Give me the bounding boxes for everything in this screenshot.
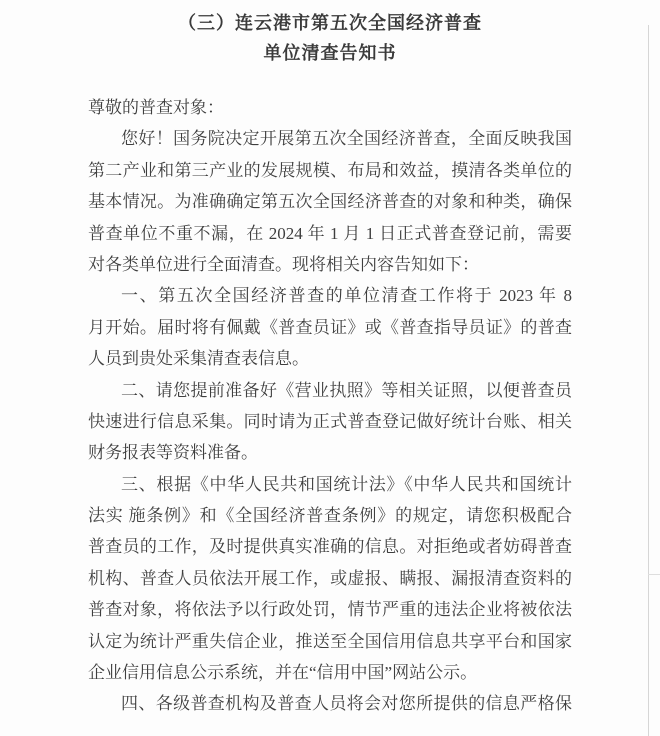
body-line: 企业信用信息公示系统，并在“信用中国”网站公示。 bbox=[88, 663, 478, 683]
body-line: 基本情况。为准确确定第五次全国经济普查的对象和种类，确保 bbox=[88, 192, 572, 212]
title-line-1: （三）连云港市第五次全国经济普查 bbox=[178, 13, 482, 33]
body-line: 您好！国务院决定开展第五次全国经济普查，全面反映我国 bbox=[121, 129, 572, 149]
scan-artifact-mark bbox=[648, 574, 660, 575]
body-line: 对各类单位进行全面清查。现将相关内容告知如下： bbox=[88, 254, 479, 274]
body-line: 普查单位不重不漏，在 2024 年 1 月 1 日正式普查登记前，需要 bbox=[88, 223, 572, 243]
body-line: 四、各级普查机构及普查人员将会对您所提供的信息严格保 bbox=[121, 694, 572, 714]
body-line: 认定为统计严重失信企业，推送至全国信用信息共享平台和国家 bbox=[88, 631, 572, 651]
title-line-2: 单位清查告知书 bbox=[263, 43, 397, 63]
document-title bbox=[0, 8, 660, 68]
body-line: 普查员的工作，及时提供真实准确的信息。对拒绝或者妨碍普查 bbox=[88, 537, 572, 557]
body-line: 财务报表等资料准备。 bbox=[88, 443, 258, 463]
body-line: 二、请您提前准备好《营业执照》等相关证照，以便普查员 bbox=[121, 380, 572, 400]
document-body bbox=[88, 92, 572, 720]
body-line: 机构、普查人员依法开展工作，或虚报、瞒报、漏报清查资料的 bbox=[88, 568, 572, 588]
body-line: 人员到贵处采集清查表信息。 bbox=[88, 349, 309, 369]
body-line: 快速进行信息采集。同时请为正式普查登记做好统计台账、相关 bbox=[88, 411, 572, 431]
body-line: 第二产业和第三产业的发展规模、布局和效益，摸清各类单位的 bbox=[88, 160, 572, 180]
body-line: 普查对象，将依法予以行政处罚，情节严重的违法企业将被依法 bbox=[88, 600, 572, 620]
body-line: 法实 施条例》和《全国经济普查条例》的规定，请您积极配合 bbox=[88, 506, 572, 526]
scan-page-edge-line bbox=[648, 25, 649, 736]
body-line: 一、第五次全国经济普查的单位清查工作将于 2023 年 8 bbox=[121, 286, 572, 306]
body-line: 月开始。届时将有佩戴《普查员证》或《普查指导员证》的普查 bbox=[88, 317, 572, 337]
salutation: 尊敬的普查对象： bbox=[88, 98, 224, 117]
body-line: 三、根据《中华人民共和国统计法》《中华人民共和国统计 bbox=[121, 474, 572, 494]
